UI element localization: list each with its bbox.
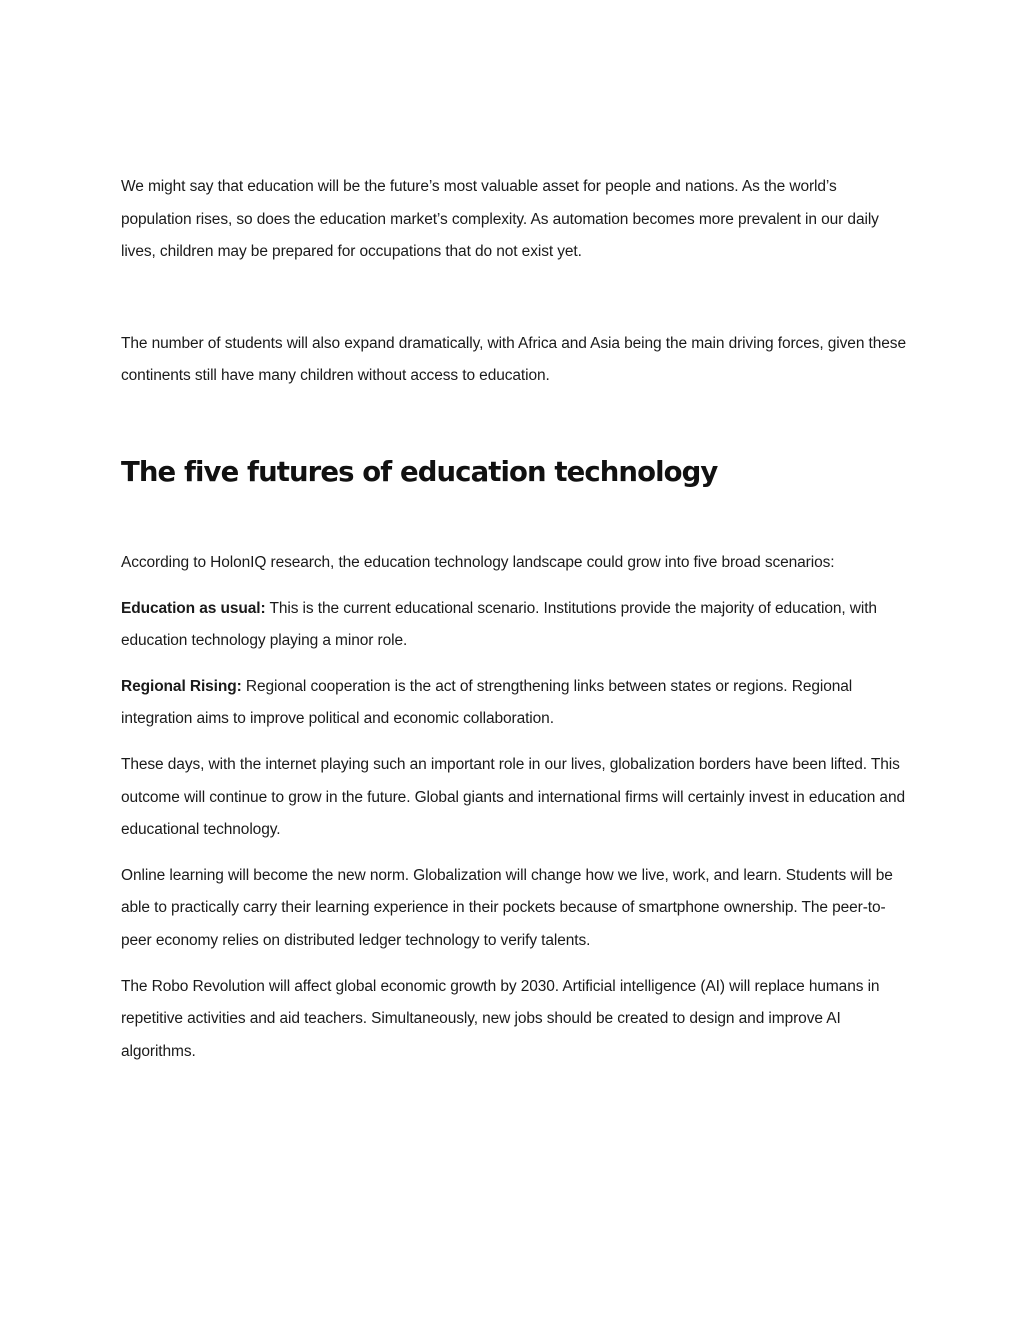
- section-lead-paragraph: According to HolonIQ research, the education technology landscape could grow into five broad scenarios:: [121, 553, 835, 571]
- scenario-education-as-usual: [121, 593, 911, 658]
- intro-paragraph-1: We might say that education will be the future’s most valuable asset for people and nations. As the world’s population rises, so does the education market’s complexity. As automation becomes more prevalent in our daily lives, children may be prepared for occupations that do not exist yet.: [121, 178, 879, 261]
- scenario-term: Regional Rising:: [121, 677, 242, 695]
- robo-revolution-paragraph: The Robo Revolution will affect global economic growth by 2030. Artificial intelligence (AI) will replace humans in repetitive activities and aid teachers. Simultaneously, new jobs should be created to design and improve AI algorithms.: [121, 977, 880, 1060]
- section-title: The five futures of education technology: [121, 455, 718, 488]
- document-page: [121, 171, 911, 1068]
- scenario-regional-rising: [121, 671, 911, 736]
- scenario-description: This is the current educational scenario. Institutions provide the majority of education, with education technology playing a minor role.: [121, 599, 877, 650]
- scenario-description: Regional cooperation is the act of strengthening links between states or regions. Regional integration aims to improve political and economic collaboration.: [121, 677, 853, 728]
- intro-paragraph-2: The number of students will also expand dramatically, with Africa and Asia being the main driving forces, given these continents still have many children without access to education.: [121, 334, 906, 385]
- globalization-paragraph: These days, with the internet playing such an important role in our lives, globalization borders have been lifted. This outcome will continue to grow in the future. Global giants and international firms will certainly invest in education and educational technology.: [121, 755, 905, 839]
- online-learning-paragraph: Online learning will become the new norm. Globalization will change how we live, work, and learn. Students will be able to practically carry their learning experience in their pockets because of smartphone ownership. The peer-to-peer economy relies on distributed ledger technology to verify talents.: [121, 866, 893, 949]
- scenario-term: Education as usual:: [121, 599, 266, 617]
